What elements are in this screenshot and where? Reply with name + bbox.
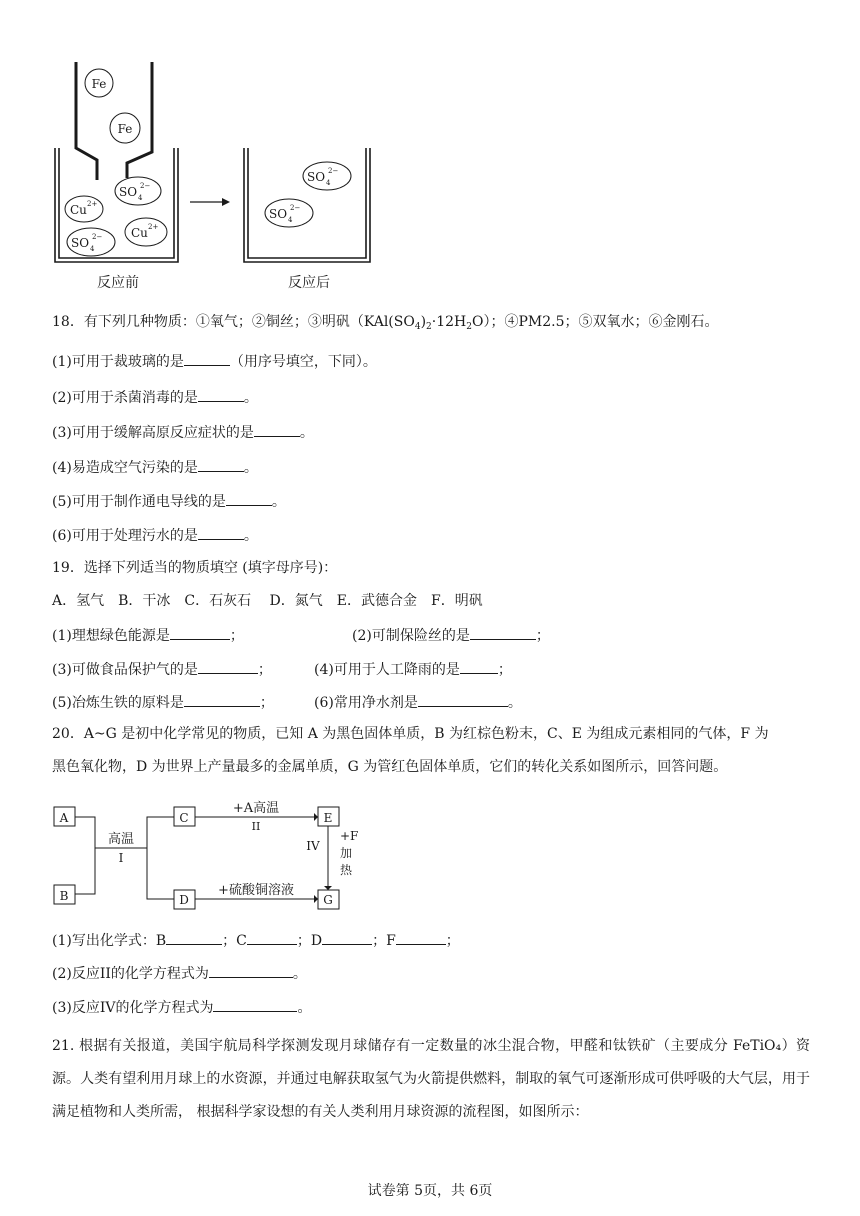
answer-blank[interactable] [396, 929, 446, 945]
svg-text:4: 4 [90, 245, 95, 253]
svg-text:2+: 2+ [148, 223, 159, 231]
svg-text:2−: 2− [92, 233, 103, 241]
answer-blank[interactable] [470, 624, 536, 640]
answer-blank[interactable] [198, 456, 244, 472]
q18-item-5: (5)可用于制作通电导线的是 。 [52, 490, 286, 512]
roman-1: I [118, 851, 124, 865]
svg-text:SO: SO [119, 185, 138, 199]
q19-row-1: (1)理想绿色能源是 ； (2)可制保险丝的是 ； [52, 624, 812, 646]
roman-2: II [251, 820, 261, 833]
q20-stem-line1: 20．A~G 是初中化学常见的物质，已知 A 为黑色固体单质，B 为红棕色粉末，C、E 为组成元素相同的气体，F 为 [52, 726, 769, 742]
q20-stem-line2: 黑色氧化物，D 为世界上产量最多的金属单质，G 为管红色固体单质，它们的转化关系如图所示，回答问题。 [52, 759, 728, 775]
answer-blank[interactable] [254, 421, 300, 437]
answer-blank[interactable] [226, 490, 272, 506]
svg-text:4: 4 [288, 216, 293, 224]
svg-text:SO: SO [269, 207, 288, 221]
ion-fe-1 [85, 69, 113, 97]
ion-so4-3 [303, 162, 351, 190]
node-b: B [59, 889, 69, 903]
answer-blank[interactable] [170, 624, 230, 640]
node-e: E [323, 811, 333, 825]
roman-4: IV [306, 839, 320, 853]
q19-stem: 19．选择下列适当的物质填空 (填字母序号)： [52, 560, 338, 576]
answer-blank[interactable] [247, 929, 297, 945]
svg-text:2−: 2− [328, 167, 339, 175]
svg-text:Fe: Fe [91, 77, 107, 91]
svg-text:2−: 2− [140, 182, 151, 190]
q19-options: A．氢气 B．干冰 C．石灰石 D．氮气 E．武德合金 F．明矾 [52, 593, 483, 609]
q20-sub-1: (1)写出化学式：B ；C ；D ；F ； [52, 929, 460, 951]
q21-text: 21. 根据有关报道，美国宇航局科学探测发现月球储存有一定数量的冰尘混合物，甲醛和钛铁矿（主要成分 FeTiO₄）资源。人类有望利用月球上的水资源，并通过电解获取氢气为火箭提供燃料，制取的氧气可逐渐形成可供呼吸的大气层，用于满足植物和人类所需， 根据科学家设想的有关人类利用月球资源的流程图，如图所示： [52, 1038, 810, 1120]
answer-blank[interactable] [322, 929, 372, 945]
svg-text:Cu: Cu [70, 203, 87, 217]
answer-blank[interactable] [460, 658, 498, 674]
answer-blank[interactable] [209, 962, 293, 978]
svg-text:4: 4 [138, 194, 143, 202]
ion-so4-2 [67, 228, 115, 256]
q18-item-3: (3)可用于缓解高原反应症状的是 。 [52, 421, 314, 443]
label-before: 反应前 [97, 275, 139, 291]
q20-sub-3: (3)反应IV的化学方程式为 。 [52, 996, 311, 1018]
node-a: A [59, 811, 69, 825]
svg-text:SO: SO [71, 236, 90, 250]
q18-item-1: (1)可用于裁玻璃的是 （用序号填空，下同）。 [52, 350, 377, 372]
ion-so4-4 [265, 199, 313, 227]
svg-text:SO: SO [307, 170, 326, 184]
answer-blank[interactable] [198, 524, 244, 540]
label-after: 反应后 [288, 275, 330, 291]
answer-blank[interactable] [166, 929, 222, 945]
q20-sub-2: (2)反应II的化学方程式为 。 [52, 962, 307, 984]
q18-item-6: (6)可用于处理污水的是 。 [52, 524, 258, 546]
node-c: C [179, 811, 189, 825]
answer-blank[interactable] [213, 996, 297, 1012]
svg-text:Fe: Fe [117, 122, 133, 136]
q18-item-2: (2)可用于杀菌消毒的是 。 [52, 386, 258, 408]
node-d: D [179, 893, 189, 907]
ion-fe-2 [110, 113, 140, 143]
reaction-figure [0, 0, 860, 300]
cond-3: +硫酸铜溶液 [218, 883, 294, 898]
svg-text:Cu: Cu [131, 226, 148, 240]
answer-blank[interactable] [418, 691, 508, 707]
answer-blank[interactable] [198, 658, 258, 674]
cond-4-line1: +F [340, 829, 359, 843]
page-footer: 试卷第 5页，共 6页 [367, 1183, 493, 1199]
cond-4-line3: 热 [340, 863, 353, 877]
svg-text:2−: 2− [290, 204, 301, 212]
answer-blank[interactable] [184, 691, 260, 707]
svg-text:4: 4 [326, 179, 331, 187]
svg-text:2+: 2+ [87, 200, 98, 208]
answer-blank[interactable] [184, 350, 230, 366]
cond-1: 高温 [107, 832, 135, 847]
q18-stem: 18．有下列几种物质：①氧气；②铜丝；③明矾$(KAl(SO_4)_2\cdot 12H_2O)$；④PM2.5；⑤双氧水；⑥金刚石。 [52, 314, 719, 332]
answer-blank[interactable] [198, 386, 244, 402]
q20-diagram [0, 792, 860, 922]
ion-so4-1 [115, 177, 161, 205]
arrow-head [222, 198, 230, 206]
ion-cu-1 [65, 196, 103, 222]
q19-row-2: (3)可做食品保护气的是 ； (4)可用于人工降雨的是 ； [52, 658, 812, 680]
cond-2: +A高温 [232, 801, 280, 816]
cond-4-line2: 加 [340, 846, 353, 860]
q18-item-4: (4)易造成空气污染的是 。 [52, 456, 258, 478]
node-g: G [323, 893, 333, 907]
q19-row-3: (5)冶炼生铁的原料是 ； (6)常用净水剂是 。 [52, 691, 812, 713]
ion-cu-2 [125, 218, 167, 246]
